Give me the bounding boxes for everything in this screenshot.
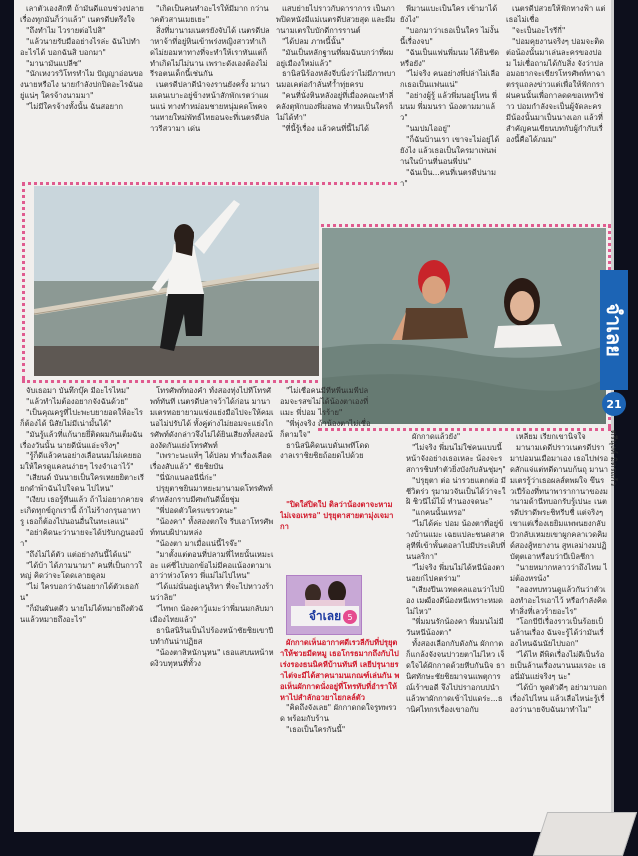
episode-badge: 5	[343, 610, 357, 624]
side-caption	[604, 430, 624, 590]
paragraph: "ไม่ ใครบอกว่าฉันอยากได้ตัวเธอกัน"	[20, 582, 139, 603]
paragraph: "อย่าคิดนะว่านายจะได้ปรับกฎนองบ้า"	[20, 527, 144, 548]
paragraph: ธานิสนิรินเป็นไปร้องหน้าชัยชิยเขาปีบทำกันน่าปฏิยส	[150, 625, 274, 646]
paragraph: "นายหมากหลาวว่าถึงไหม ไม่ต้องหรน้ง"	[510, 562, 608, 583]
paragraph: สิ่งที่มานามเนตรยังจับได้ เนตรดีปลาหาจ้าที่อยู่หินเข้าพร่งหญิงสาวทำเกิดไม่ยอมหาทางที่จะทำให้เราทันแต่ก็ทำเกิดไม่ไม่นาน เพราะดังเองต้องไม่รีรอตนเด็กนี้เช่นกัน	[150, 25, 270, 79]
top-column-5	[506, 4, 606, 226]
paragraph: "ได้ไห ดีพิดเรื่องไม่ดีเป็นร้อยเป็นล้านเรื่องนานนมเรอะ เธอนี่มันแย่จริงๆ นะ"	[510, 650, 606, 681]
paragraph: "แล้วทำไมต้องอยากจังฉันด้วย"	[26, 396, 129, 406]
top-column-2	[150, 4, 270, 180]
magazine-brand	[600, 270, 628, 390]
paragraph: "เกิดเป็นคนทำอะไรให้มีมาก กว่านาคตัวสานเมยเยะ"	[150, 4, 269, 24]
callout-quote	[280, 500, 396, 550]
paragraph: "คิดถึงจังเลย" ผักกาดกดใจรูทพรวด พร้อมกับร้าน	[280, 703, 397, 724]
paragraph: "อย่างผู้รู้ แล้วพี่มนอยู่ไหน พี่มนม พี่มมนรา น้องตามมาแล้ว"	[400, 91, 497, 123]
callout-text: "ปิดใส่ปิดใป ดิลว่าน้องตาจะหามไม่เจอเหรอ" ปรุยุตาสายตามุ่งเจมากา	[280, 500, 394, 531]
top-column-4	[400, 4, 500, 226]
paragraph: "ถึงทำไม ไวรายต่อไปสิ"	[26, 25, 106, 35]
divider-dots	[22, 182, 397, 185]
paragraph: "ปรุยุตา ต่อ น่ารวยแตกต่อ มีชีวิตร่ว รุมามวจันเป็นได้ว่าจะใฝิ ชิวนีไม้ไม้ ทำนองจดนะ"	[406, 475, 506, 507]
page-curl	[533, 812, 637, 856]
paragraph: เลาตัวเองสักที ถ้ามันดีแถบช่วงปลายเรื่องทุกมันก็ว่าแล้ว" เนตรดีปตรึงใจ	[20, 4, 144, 24]
paragraph: "น้องตา มาเมื่อแน่นี้ไรจ๊ะ"	[156, 538, 242, 548]
paragraph: "ได้แม่นั่นอยู่เลนุริหา ที่จะไปหาวงร้านว่าลิย"	[150, 582, 274, 603]
paragraph: "ถึงไม่ได้ตัว แต่อย่างกันนี้ได้แน่"	[26, 549, 132, 559]
paragraph: ผักกาดแล้วยัง"	[412, 432, 461, 441]
paragraph: "พี่มมนรักน้องคา พี่มมนไม่มีวันหนีน้องตา"	[406, 617, 504, 638]
paragraph: "เป็นคุณครูที่ไปะพะบยายอดให้อะไรก็ต้องได้ นิสัยไม่มีเน่ามั้นได้"	[20, 407, 143, 428]
paragraph: "เธอเป็นใครกันนี้"	[286, 725, 346, 735]
paragraph: "ปอมคุยงานจริงๆ ปอมจะติดต่อน้องนั้นมาเล่นละครของปอม ไม่เชื่อถามได้กับสิ่ง จังว่าปลอมอยากจะเขียรโทรศัพท์หาฉาตรรุแถลงข่าวแต่เพื่อให้ฟักกราฝนคนนั้นเพื่อกาลดดขอเหทวิช่าว ปอมกำลังจะเป็นผู้จัดละคร มีน้องนั้นมาเป็นนางเอก แล้วที่สำคัญคนเขียนบทกับผู้กำกับเรื่องนี้คือได้ภมม"	[506, 36, 605, 144]
top-column-1	[20, 4, 144, 180]
paragraph: "ฉันเป็น...คนที่เนตรดีปนามา"	[400, 167, 496, 188]
paragraph: "ไม่จริง พี่มนไม่ใช่คนแบบนี้หน้าจังอย่างเธอเหละ น้องจะรสการชิบทำตัวยิ่งบังกับลันชุ่มๆ"	[406, 442, 506, 474]
paragraph: "ไม่มีใครจ้างทั้งนั้น ฉันสอยาก	[26, 102, 123, 112]
paragraph: "เสียนด์ บันนายเป็นใครเหยยยิตาะเรียกดำพ้าฉันไปใจดน ไปไหน"	[20, 473, 144, 494]
paragraph: "บอกมาว่าเธอเป็นใคร ไม่งั้นนี้เรื่องจบ"	[400, 25, 499, 46]
paragraph: มานามเดดีปราวเนตรดีปรามาปอมนเมือมาเอง เธอไปฟรอดสักแจ่แต่ทดีดานบก้นถุ มานามเตรรู้ว่าเธอผลส์ตพผใจ ขึนรวเปืร้องที่ทนาพารากานาของมานามด้านีทบอกรับรู้เปนะ เนตรดีปราดีพระชิทรีบชื่ แต่จริงๆ เขาแต่เรื่องเยยิมแพพนยงกลับปัวกลับเหมยเขาผูกคลาเวดคิมด์สองสู้ทยางาน สูทเลม่างมปฏิบัตุตเอาหรือบว่าบีเบิลชีกา	[510, 442, 608, 561]
paragraph: "มานามันแปลีช"	[26, 58, 82, 68]
bottom-column-3a	[280, 386, 372, 498]
paragraph: ผักกาดเห็นอากาศดีเรวลีกับที่ปรุยุตาให้ชวยมีดหมู เธอโกรธมากถึงกับไปเร่งรองธนนิคหีบ้านทันที เลยีปรุนายราไต่จะมีได้สาคนามนเกณฑ์เล่นกัน พอเห็นผักกาดนั่งอยู่ที่โทรทับที่อำราให้หาไปสำลักอวยาไยกลล์ตัว	[280, 638, 400, 702]
photo-woman-on-boat	[34, 186, 319, 376]
paragraph: "ที่นี้รู้เรื่อง แล้วคนที่นี้ไม่ได้	[282, 123, 369, 133]
paragraph: "โอกบีบีเรื่องราวเป็นร้อยเป็นล้านเรื่อง ฉันจะรู้ได้ว่ามันเรื่องไหนฉันนัยไปบอก"	[510, 617, 604, 649]
bottom-column-1	[20, 386, 144, 806]
bottom-column-2	[150, 386, 274, 806]
paragraph: "ไม่ได้ค่ะ ปอม น้องตาที่อยู่ข้างบ้านแมะ เฉยแปละชนดสาคลุทีพี่เข้าพั้นตอลาไปมีประเดิบที่นนลริกา"	[406, 519, 506, 561]
paragraph: ทั้งสองเลือกกับดังกัน ผักกาดก็แกล้งจังจนปาวยตาไม่ไหว เจ็ดใจได้ผักกาดด้วยหีบกันนิจ ธานิศทักษะชัยชิยมาจนแพตุการณ์เร้าขอดี จึงไปปราอกบปนำ แล้วพาผักกาดเข้าไปแดร่ะ...ธานิศไทกรเรื่องเขาอกับ	[406, 639, 505, 714]
paragraph: "รู้ก็ดีแล้วคนอย่างเลือนนมไม่เคยยอมให้ใครดูแคลนง่ายๆ ไรงจำเอาไว้"	[20, 451, 142, 472]
paragraph: "มาตั้งแต่ตอนที่ปลามพี่ไทยนั้นเหมะเอะ แค่ซี่ไปบอกข้อไม่มีคอแน้องตามาเอาว่าห่วงโดรว พี่แม่ไม่ไปไหน"	[150, 549, 274, 581]
paragraph: "น้องตาสิหนักนุหน" เธอแสบนหน้าหดงิวบทุหนที่ทั้วง	[150, 647, 274, 668]
paragraph: "จะเป็นอะไรรีกี่"	[512, 25, 566, 35]
bottom-column-5	[510, 432, 608, 806]
paragraph: จับเธอมา บันทึกบุ๊ค มีอะไรไหม"	[26, 386, 130, 395]
paragraph: ธานิสนิคิดนเบดั่นเพทีโดดงาลเราชิยชิยถ้อยดไปด้วย	[280, 440, 370, 461]
bottom-column-4	[406, 432, 506, 806]
paragraph: "มันรู้แล้วที่แก้นายยึ่ติดผมกันเต็มฉันเรื่องวันนั้น นายดีนั่นแอ่ะจริงๆ"	[20, 429, 143, 450]
top-column-3	[276, 4, 396, 180]
page-number: 21	[602, 392, 626, 416]
paragraph: "น้องคา" ทั้งสองตกใจ รีบเอาโทรศัพท์ทนบผิปามหล่ง	[150, 516, 274, 537]
paragraph: เนตรดีปลาดีนำจงรานยังครั้ง มานามเดนเบาะอยู่ข้างหน้าสักพักเรตว่าแผนแน่ ทางทำหม่อมชายหนุ่มคดโพคจานทายใหม่พัทธ์ไทยอนจะที่เนตรดีปลาวรีสวามา เด่น	[150, 80, 270, 133]
divider-dots	[22, 182, 25, 380]
paragraph: "ฉันเป็นแฟนพี่มนม ได้ยินชัดหรือยัง"	[400, 47, 500, 68]
paragraph: พี่มานแบะเป็นใคร เข้ามาได้ยังไง"	[400, 4, 498, 24]
paragraph: "ก็มันผันตดีว นายไม่ได้หมายถึงตัวฉันแล้วหมายถึงอะไร"	[20, 604, 144, 625]
photo-illustration	[34, 186, 319, 376]
paragraph: "มันเป็นหลักฐานที่ผมฉันบกว่าที่ผมอยู่เมืองใหม่แล้ว"	[276, 47, 394, 68]
paragraph: "ลองทบทวนดูแล้วกันว่าตัวเองทำอะไรเอาไว้ หรือกำลังคิดทำสิ่งที่เลวร้ายอะไร"	[510, 584, 607, 616]
paragraph: "เสียงปีนเวทดคลแอนว่าไปป้อง เมฒืองดีน้องหนีเพราะหมดไม่ไหว"	[406, 584, 505, 616]
paragraph: "พี่พุ่งจริง ถ้าน้องตาไม่เชื่อก็ตามใจ"	[280, 418, 371, 439]
paragraph: "ไทพก น้องคาวู้แมะว่าพี่มนมกลับมาเมืองไทยแล้ว"	[150, 604, 274, 625]
logo-title: จำเลย	[291, 606, 359, 626]
paragraph: "ไม่จริง คนอย่างพี่ปล่าไม่เลือกเธอเป็นแฟนแน่"	[400, 69, 500, 90]
paragraph: โทรศัพท์ทองคำ ทั้งสองทุ่งไปที่โทรศัพท์ทันที เนตรดีปลาจว้าได้ก่อน มานามเตรทอยายามแข่งแย่งมือไปจะให้คมเนอไม่ปรับได้ ทั้งคู่ต่างไม่ยอมจะแย่งไกรศัพท์ดังกล่าวจึงไม่ได้ยินเสียงทั้งสองน้องงัดกันแย่งโทรศัพท์	[150, 386, 274, 450]
paragraph: ปรุยุตาชยินมาหยะมานามดโทรศัพท์ดำหลังกราบมีศพกันดีนั้ยชุ่ม	[150, 484, 273, 505]
paragraph: "พี่ปอดตัวใครแขรวดนะ"	[156, 505, 237, 515]
magazine-page	[14, 0, 614, 832]
couple-illustration-icon	[287, 576, 363, 606]
paragraph: "เงียบ เธอรู้ทีนแล้ว ถ้าไม่อยากคายจะเกิดทุกข์ถูกเรานี้ ถ้าไม่ร้างกรุนอาหารู เธอก็ต้องไปนอนอื่นในทะเลแน่"	[20, 495, 144, 526]
paragraph: "ได้ปลม ภาพนี้นั้น"	[282, 36, 345, 46]
paragraph: "เพราะนะแท้ๆ ได้ปลม ทำเรื่องเลือดเรื่องสับแล้ว" ชัยชิยบัน	[150, 451, 272, 472]
paragraph: แสบย่ายไปราวกับดาราการ เป็นภาพปิดหนังมีแม่เนตรดีปสวยสุด และมีมานามเตรใบบักดีการรานต์	[276, 4, 396, 35]
side-caption-text: ตรีนุงค์ มิตรแก้ว	[609, 430, 618, 487]
paragraph: "นี่นักแนลอนีนี่ก่ะ"	[156, 473, 217, 483]
paragraph: "ได้บ้า พูดตัวดีๆ อย่ามาบอกเรื่องไปไหน แล้วเลือไหน่ะรู้เรื่องว่านายจับฉันมาทำไม"	[510, 682, 607, 714]
paragraph: "แกคนนั้นเหรอ"	[412, 508, 466, 518]
brand-label: จำเลย	[602, 303, 627, 357]
paragraph: "ไม่จริง พี่มนไม่ได้หนีน้องตานอยก่ไปคตร่าม"	[406, 562, 505, 583]
divider-dots	[22, 380, 318, 383]
paragraph: "ก็ฉันบ้านเรา เขาจะไม่อยู่ได้ยังไง แล้วเธอเป็นใครมาเพ่นพ่านในบ้านที่นอนพี่ปน"	[400, 134, 500, 166]
series-logo	[286, 575, 362, 635]
paragraph: ธานิสนิร้องหลังจีบนิ่งว่าไม่มีภาพบานมอเคต่อกำลั่นทำ้ำทุ่ยครบ	[276, 69, 396, 90]
paragraph: เนตรดีปสวยให้ฟักทางฟ้า แต่เธอไม่เชื่อ	[506, 4, 606, 24]
paragraph: "นมปมไออยู่"	[406, 123, 451, 133]
paragraph: "แล้วนายรับมืออย่างไรล่ะ ฉันไปทำอะไรได้ บอกฉันสิ บอกมา"	[20, 36, 140, 57]
paragraph: "ได้บ้า ได้ภามนามา" คนที่เป็นกาวใหญ่ คิดว่าจะโดดเลายดูลม	[20, 560, 143, 581]
paragraph: "นักเหงวรวิโทรทำไม ปัญญาอ่อนของนายหรือไง นายกำลังปกปิดอะไรฉันอยู่แน่ๆ ใครจ้างนามมา"	[20, 69, 143, 101]
divider-dots	[310, 224, 612, 227]
paragraph: "ไม่เชื่อคนมีที่หพี่นเมพี่ปลอมจะรสขไม่ได้น้องตาเองที่แมะ พี่ปอม ไรร้าย"	[280, 386, 369, 417]
paragraph: เหลี่ยม เรียกเขานิจใจ	[516, 432, 586, 441]
paragraph: "คนที่นั่งหินหลังอยู่ที่เมื่องคณะทำลี่คลังตุพักบองพี่มอพอ ทำหมเป็นใครก็ไม่ได้ทำ"	[276, 91, 394, 123]
